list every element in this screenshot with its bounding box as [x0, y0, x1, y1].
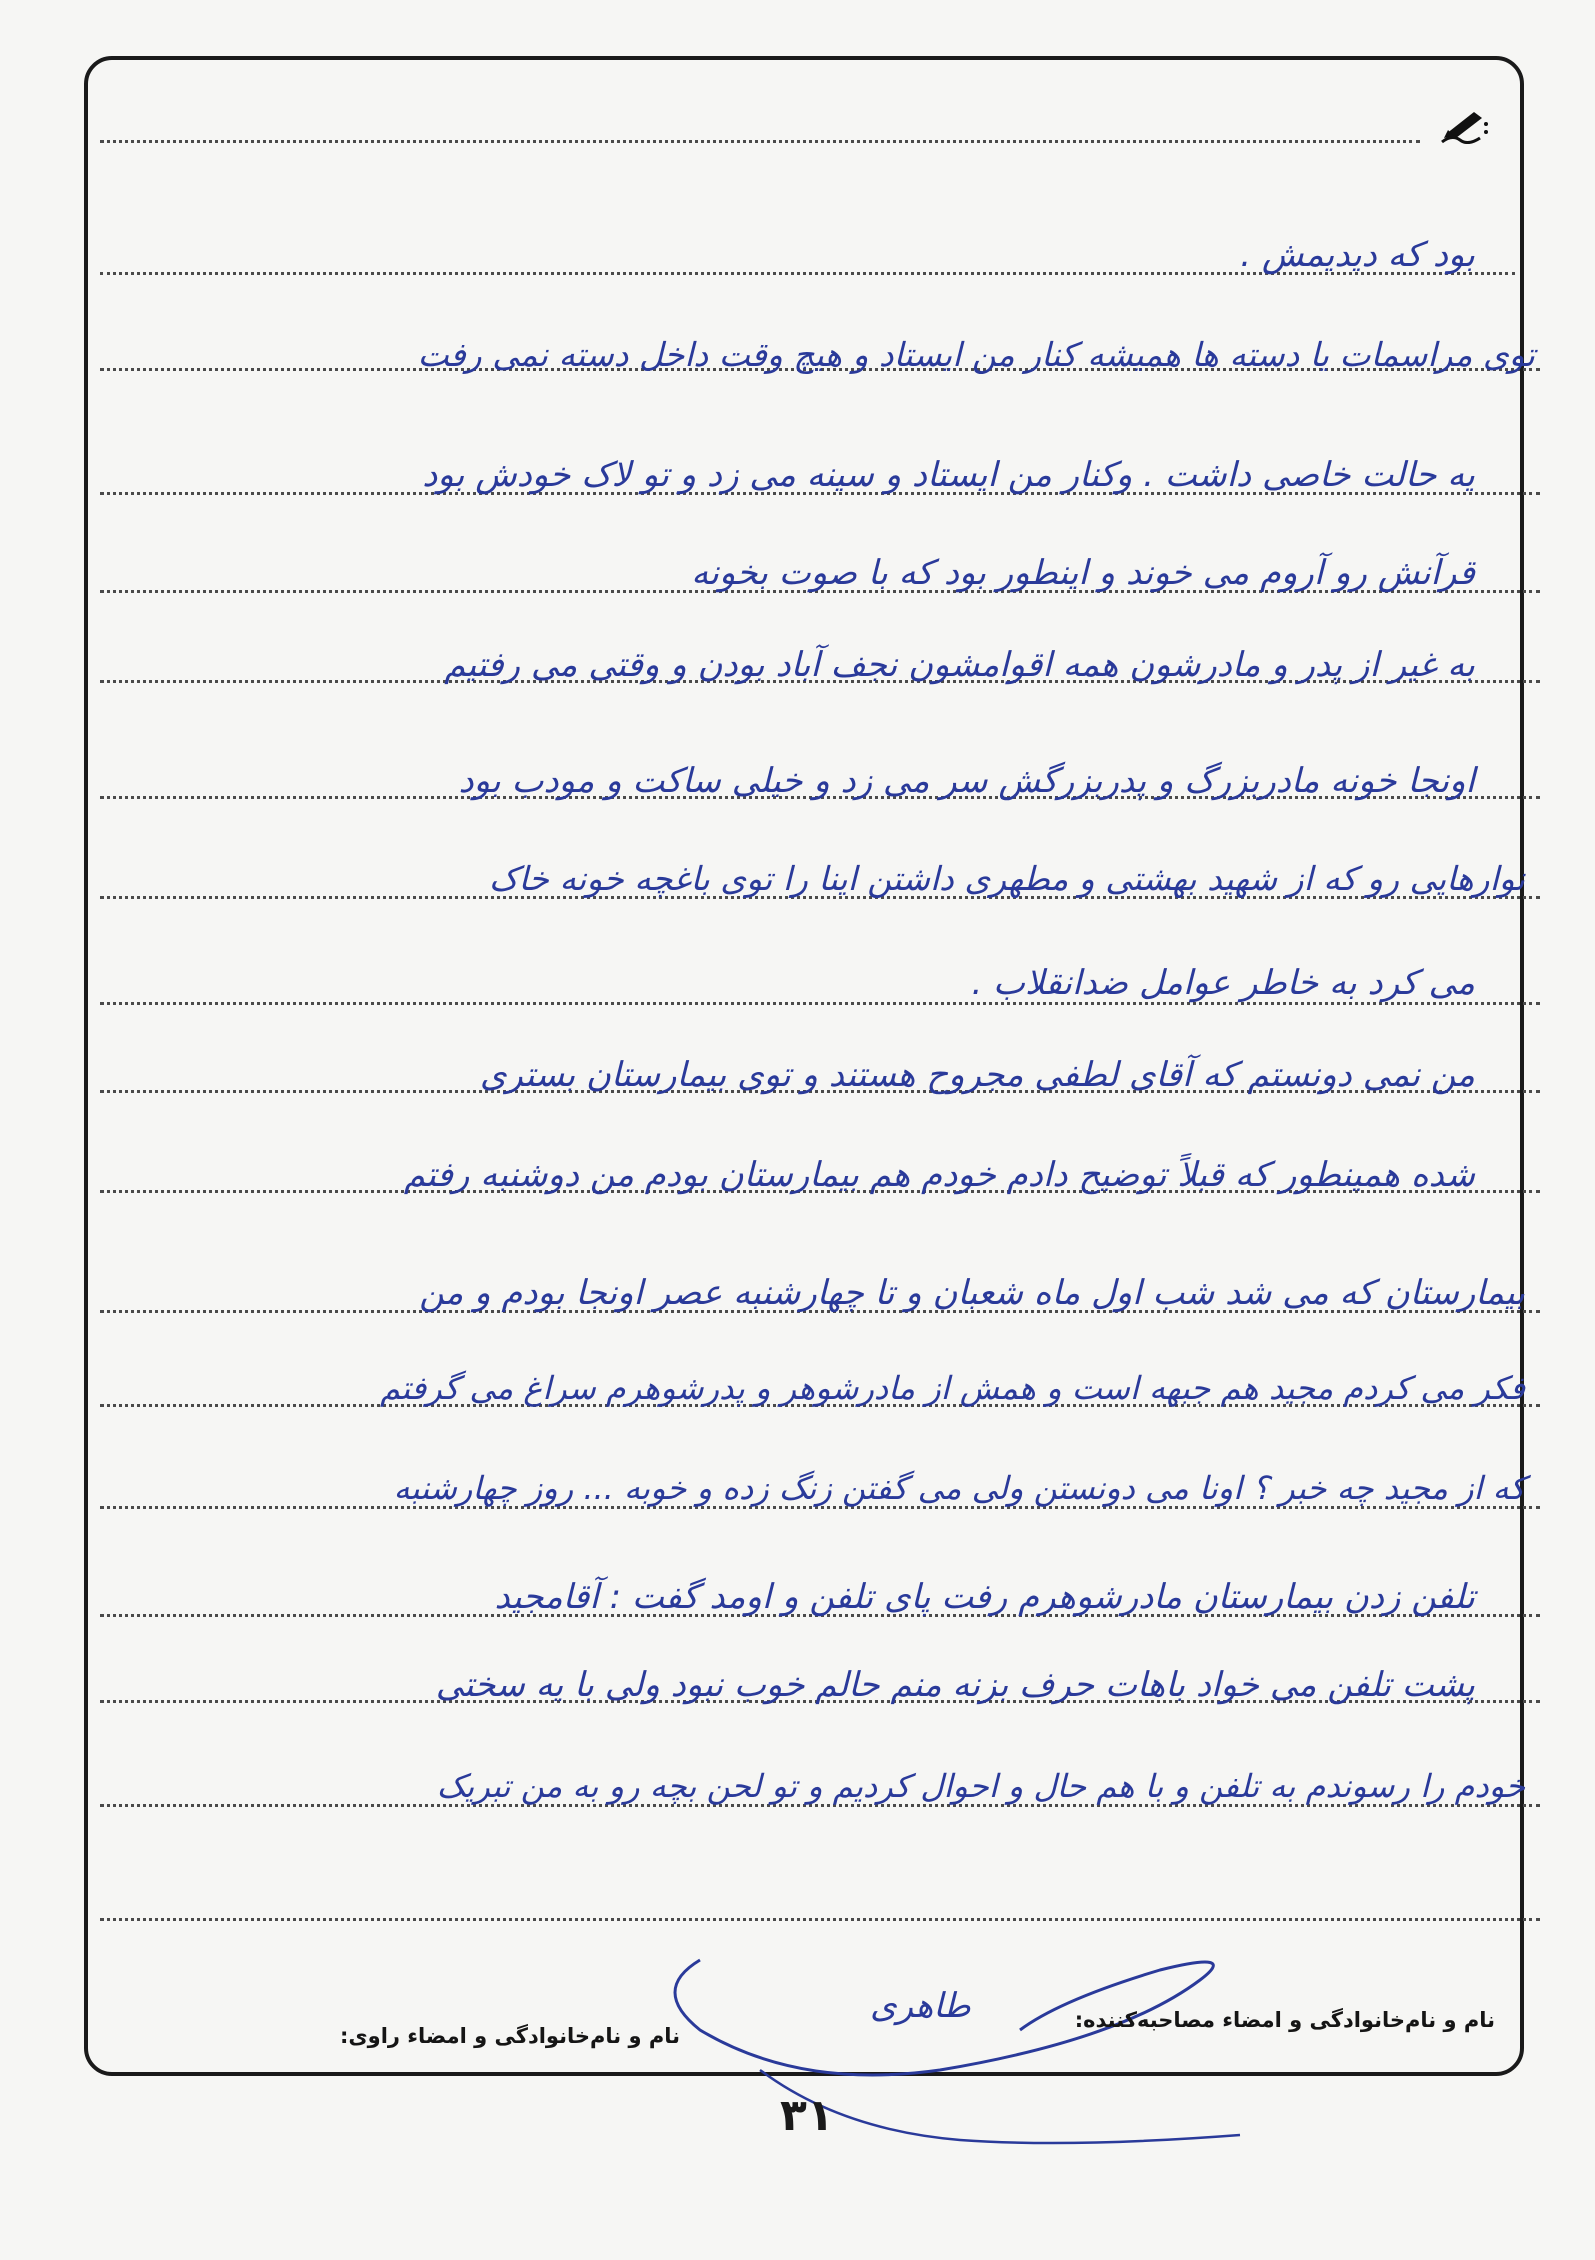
handwritten-line: خودم را رسوندم به تلفن و با هم حال و احوال کردیم و تو لحن بچه رو به من تبریک	[436, 1767, 1525, 1805]
handwritten-line: بیمارستان که می شد شب اول ماه شعبان و تا چهارشنبه عصر اونجا بودم و من	[419, 1273, 1525, 1313]
handwritten-line: توی مراسمات یا دسته ها همیشه کنار من ایستاد و هیچ وقت داخل دسته نمی رفت	[417, 335, 1535, 374]
handwritten-line: فکر می کردم مجید هم جبهه است و همش از مادرشوهر و پدرشوهرم سراغ می گرفتم	[380, 1369, 1525, 1407]
handwritten-line: تلفن زدن بیمارستان مادرشوهرم رفت پای تلفن و اومد گفت : آقامجید	[494, 1577, 1475, 1617]
handwritten-line: اونجا خونه مادربزرگ و پدربزرگش سر می زد و خیلی ساکت و مودب بود	[458, 761, 1475, 801]
pen-writing-icon	[1440, 104, 1488, 144]
handwritten-line: قرآنش رو آروم می خوند و اینطور بود که با صوت بخونه	[691, 553, 1475, 593]
handwritten-line: که از مجید چه خبر ؟ اونا می دونستن ولی می گفتن زنگ زده و خوبه ... روز چهارشنبه	[393, 1469, 1525, 1507]
handwritten-line: شده همینطور که قبلاً توضیح دادم خودم هم بیمارستان بودم من دوشنبه رفتم	[403, 1155, 1475, 1195]
handwritten-line: می کرد به خاطر عوامل ضدانقلاب .	[971, 963, 1475, 1003]
handwritten-line: یه حالت خاصی داشت . وکنار من ایستاد و سینه می زد و تو لاک خودش بود	[422, 455, 1475, 495]
narrator-label: نام و نام‌خانوادگی و امضاء راوی:	[340, 2024, 680, 2048]
handwritten-line: به غیر از پدر و مادرشون همه اقوامشون نجف آباد بودن و وقتی می رفتیم	[444, 645, 1475, 685]
page-number: ۳۱	[780, 2090, 834, 2141]
handwritten-line: نوارهایی رو که از شهید بهشتی و مطهری داشتن اینا را توی باغچه خونه خاک	[488, 859, 1525, 898]
handwritten-line: بود که دیدیمش .	[1240, 235, 1475, 275]
interviewer-label: نام و نام‌خانوادگی و امضاء مصاحبه‌کننده:	[1074, 2008, 1495, 2032]
interviewer-signature: طاهری	[870, 1986, 971, 2026]
handwritten-line: من نمی دونستم که آقای لطفی مجروح هستند و توی بیمارستان بستری	[479, 1055, 1475, 1095]
signature-scribble	[640, 1920, 1260, 2160]
ruled-line	[100, 140, 1420, 143]
handwritten-line: پشت تلفن می خواد باهات حرف بزنه منم حالم خوب نبود ولی با یه سختی	[435, 1665, 1475, 1705]
